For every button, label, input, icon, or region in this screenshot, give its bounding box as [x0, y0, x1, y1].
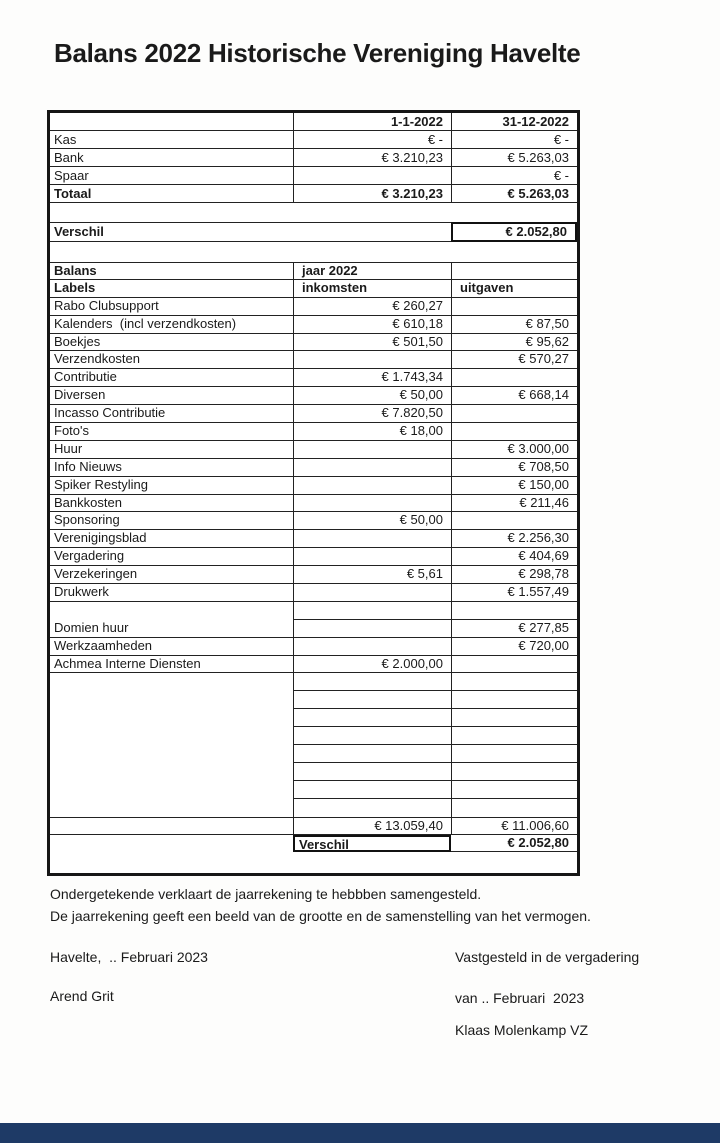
verschil-label: Verschil [50, 222, 451, 242]
summary-rows [50, 131, 577, 203]
row-label: Werkzaamheden [50, 638, 293, 656]
inkomsten-value: € 13.059,40 [293, 818, 451, 835]
inkomsten-value [293, 477, 451, 495]
summary-row [50, 185, 577, 203]
inkomsten-value: € 5,61 [293, 566, 451, 584]
row-label: Verzendkosten [50, 351, 293, 369]
inkomsten-value: € 50,00 [293, 387, 451, 405]
uitgaven-value [451, 423, 577, 441]
inkomsten-value: € 501,50 [293, 334, 451, 352]
inkomsten-value [293, 530, 451, 548]
row-value-2: € 5.263,03 [451, 185, 577, 203]
summary-row [50, 167, 577, 185]
uitgaven-value [451, 691, 577, 709]
blank-row [50, 781, 577, 799]
uitgaven-value: € 2.256,30 [451, 530, 577, 548]
row-label: Spaar [50, 167, 293, 185]
inkomsten-value: € 1.743,34 [293, 369, 451, 387]
inkomsten-value [293, 638, 451, 656]
inkomsten-value: € 18,00 [293, 423, 451, 441]
inkomsten-value [293, 781, 451, 799]
balans-section-row [50, 262, 577, 280]
uitgaven-header: uitgaven [451, 280, 577, 298]
uitgaven-value [451, 799, 577, 817]
uitgaven-value [451, 763, 577, 781]
table-row [50, 423, 577, 441]
table-row [50, 316, 577, 334]
row-label: Bank [50, 149, 293, 167]
uitgaven-value [451, 369, 577, 387]
approval-line1: Vastgesteld in de vergadering [455, 949, 640, 965]
bottom-bar [0, 1123, 720, 1143]
inkomsten-header: inkomsten [293, 280, 451, 298]
table-row [50, 441, 577, 459]
row-value-2: € - [451, 167, 577, 185]
inkomsten-value [293, 495, 451, 513]
summary-header-date2: 31-12-2022 [451, 113, 577, 131]
verschil-row-bottom [50, 835, 577, 853]
row-label: Kas [50, 131, 293, 149]
table-row [50, 459, 577, 477]
table-row [50, 334, 577, 352]
row-label: Spiker Restyling [50, 477, 293, 495]
row-value-2: € 5.263,03 [451, 149, 577, 167]
row-label [50, 709, 293, 727]
uitgaven-value [451, 512, 577, 530]
verschil-bottom-empty [50, 835, 293, 853]
row-value-1: € - [293, 131, 451, 149]
table-row [50, 495, 577, 513]
balans-section-empty [451, 263, 577, 280]
table-row [50, 405, 577, 423]
spacer [50, 242, 577, 262]
row-label [50, 763, 293, 781]
uitgaven-value [451, 405, 577, 423]
uitgaven-value [451, 727, 577, 745]
inkomsten-value [293, 351, 451, 369]
row-label: Incasso Contributie [50, 405, 293, 423]
uitgaven-value [451, 781, 577, 799]
uitgaven-value [451, 298, 577, 316]
table-row [50, 369, 577, 387]
inkomsten-value: € 2.000,00 [293, 656, 451, 674]
totals-row [50, 817, 577, 835]
inkomsten-value [293, 673, 451, 691]
row-label: Kalenders (incl verzendkosten) [50, 316, 293, 334]
table-row [50, 548, 577, 566]
balans-section-year: jaar 2022 [293, 263, 451, 280]
inkomsten-value [293, 459, 451, 477]
blank-row [50, 745, 577, 763]
table-row [50, 512, 577, 530]
summary-header-empty [50, 113, 293, 131]
table-row [50, 298, 577, 316]
inkomsten-value [293, 441, 451, 459]
uitgaven-value: € 3.000,00 [451, 441, 577, 459]
row-value-2: € - [451, 131, 577, 149]
inkomsten-value [293, 620, 451, 638]
spacer [50, 203, 577, 222]
inkomsten-value [293, 584, 451, 602]
blank-row [50, 673, 577, 691]
table-row [50, 638, 577, 656]
blank-row [50, 727, 577, 745]
table-row [50, 566, 577, 584]
row-label: Achmea Interne Diensten [50, 656, 293, 674]
row-label [50, 727, 293, 745]
row-label: Huur [50, 441, 293, 459]
blank-row [50, 763, 577, 781]
uitgaven-value [451, 709, 577, 727]
uitgaven-value: € 95,62 [451, 334, 577, 352]
table-row [50, 477, 577, 495]
row-label: Foto's [50, 423, 293, 441]
row-label: Rabo Clubsupport [50, 298, 293, 316]
row-label: Bankkosten [50, 495, 293, 513]
uitgaven-value: € 668,14 [451, 387, 577, 405]
inkomsten-value [293, 727, 451, 745]
blank-row [50, 709, 577, 727]
inkomsten-value [293, 602, 451, 620]
row-label: Vergadering [50, 548, 293, 566]
inkomsten-value: € 260,27 [293, 298, 451, 316]
balans-header-row [50, 280, 577, 298]
balans-section-label: Balans [50, 263, 293, 280]
place-date: Havelte, .. Februari 2023 [50, 949, 208, 965]
table-row [50, 584, 577, 602]
row-label: Boekjes [50, 334, 293, 352]
row-label: Info Nieuws [50, 459, 293, 477]
row-label [50, 673, 293, 691]
inkomsten-value [293, 745, 451, 763]
uitgaven-value: € 570,27 [451, 351, 577, 369]
statement-line1: Ondergetekende verklaart de jaarrekening te hebbben samengesteld. [50, 886, 482, 902]
row-label: Sponsoring [50, 512, 293, 530]
uitgaven-value [451, 656, 577, 674]
row-label: Diversen [50, 387, 293, 405]
row-label: Contributie [50, 369, 293, 387]
statement-line2: De jaarrekening geeft een beeld van de grootte en de samenstelling van het vermogen. [50, 908, 591, 924]
verschil-bottom-value: € 2.052,80 [451, 835, 577, 853]
row-label [50, 818, 293, 835]
blank-row [50, 691, 577, 709]
table-row [50, 351, 577, 369]
row-label [50, 745, 293, 763]
verschil-bottom-label: Verschil [293, 835, 451, 853]
uitgaven-value: € 150,00 [451, 477, 577, 495]
uitgaven-value: € 404,69 [451, 548, 577, 566]
uitgaven-value: € 87,50 [451, 316, 577, 334]
uitgaven-value: € 298,78 [451, 566, 577, 584]
blank-row [50, 799, 577, 817]
uitgaven-value [451, 673, 577, 691]
row-label: Totaal [50, 185, 293, 203]
uitgaven-value: € 277,85 [451, 620, 577, 638]
table-row [50, 530, 577, 548]
inkomsten-value [293, 548, 451, 566]
inkomsten-value [293, 799, 451, 817]
inkomsten-value: € 50,00 [293, 512, 451, 530]
row-label [50, 691, 293, 709]
uitgaven-value: € 211,46 [451, 495, 577, 513]
approval-signer: Klaas Molenkamp VZ [455, 1022, 589, 1038]
inkomsten-value: € 610,18 [293, 316, 451, 334]
labels-header: Labels [50, 280, 293, 298]
verschil-value: € 2.052,80 [451, 222, 577, 242]
uitgaven-value: € 720,00 [451, 638, 577, 656]
uitgaven-value: € 11.006,60 [451, 818, 577, 835]
signature-name: Arend Grit [50, 988, 114, 1004]
row-label [50, 799, 293, 817]
inkomsten-value [293, 709, 451, 727]
table-row [50, 387, 577, 405]
verschil-row-top [50, 222, 577, 242]
row-label [50, 781, 293, 799]
row-label: Drukwerk [50, 584, 293, 602]
blank-row [50, 602, 577, 620]
uitgaven-value: € 1.557,49 [451, 584, 577, 602]
summary-header-row [50, 113, 577, 131]
uitgaven-value: € 708,50 [451, 459, 577, 477]
summary-header-date1: 1-1-2022 [293, 113, 451, 131]
approval-line2: van .. Februari 2023 [455, 990, 585, 1006]
page-title: Balans 2022 Historische Vereniging Havelte [54, 38, 581, 68]
summary-row [50, 149, 577, 167]
inkomsten-value [293, 691, 451, 709]
row-value-1: € 3.210,23 [293, 149, 451, 167]
table-row [50, 656, 577, 674]
uitgaven-value [451, 745, 577, 763]
row-label: Verzekeringen [50, 566, 293, 584]
row-label: Domien huur [50, 620, 293, 638]
row-label: Verenigingsblad [50, 530, 293, 548]
balance-table [47, 110, 580, 876]
summary-row [50, 131, 577, 149]
inkomsten-value: € 7.820,50 [293, 405, 451, 423]
inkomsten-value [293, 763, 451, 781]
table-row [50, 620, 577, 638]
row-label [50, 602, 293, 620]
row-value-1: € 3.210,23 [293, 185, 451, 203]
balans-rows [50, 298, 577, 835]
row-value-1 [293, 167, 451, 185]
uitgaven-value [451, 602, 577, 620]
